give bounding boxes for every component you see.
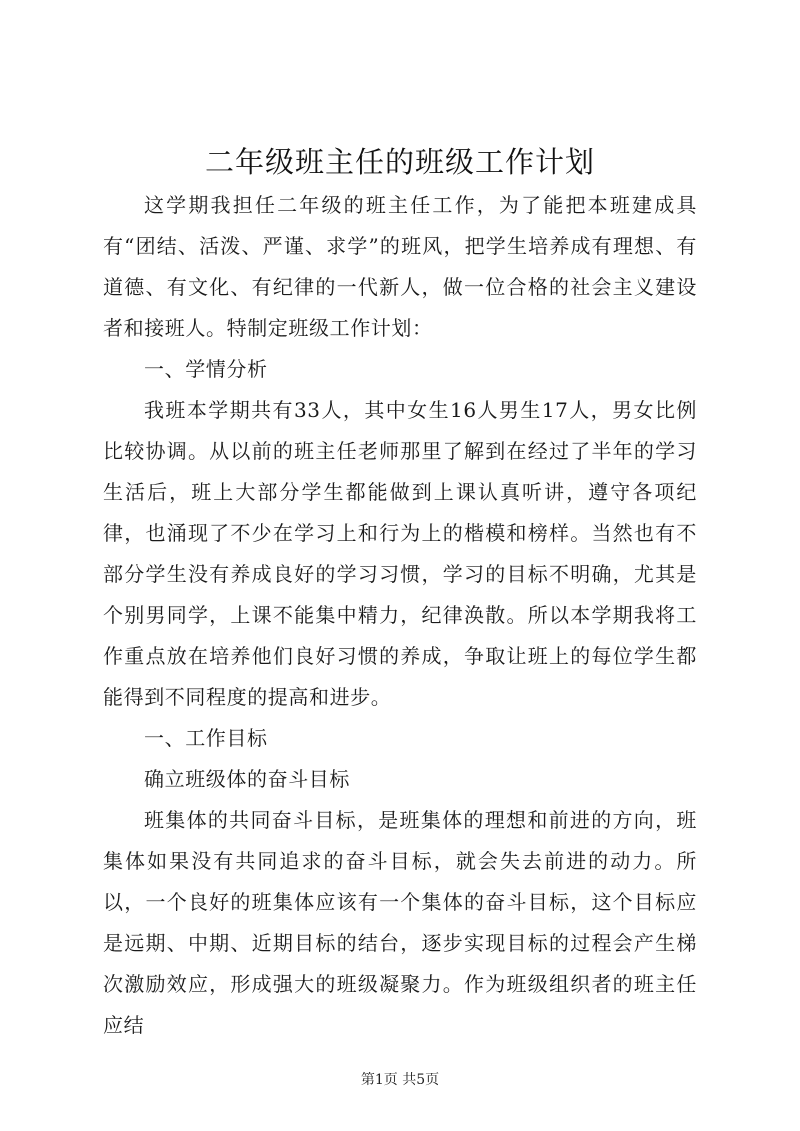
paragraph-intro: 这学期我担任二年级的班主任工作，为了能把本班建成具有“团结、活泼、严谨、求学”的班风，把学生培养成有理想、有道德、有文化、有纪律的一代新人，做一位合格的社会主义建设者和接班人。特制定班级工作计划： — [103, 193, 697, 340]
section-heading-goals: 一、工作目标 — [144, 726, 268, 750]
paragraph-analysis: 我班本学期共有33人，其中女生16人男生17人，男女比例比较协调。从以前的班主任老师那里了解到在经过了半年的学习生活后，班上大部分学生都能做到上课认真听讲，遵守各项纪律，也涌现了不少在学习上和行为上的楷模和榜样。当然也有不部分学生没有养成良好的学习习惯，学习的目标不明确，尤其是个别男同学，上课不能集中精力，纪律涣散。所以本学期我将工作重点放在培养他们良好习惯的养成，争取让班上的每位学生都能得到不同程度的提高和进步。 — [103, 398, 697, 709]
subheading-class-goal: 确立班级体的奋斗目标 — [144, 767, 350, 791]
paragraph-goal: 班集体的共同奋斗目标，是班集体的理想和前进的方向，班集体如果没有共同追求的奋斗目标，就会失去前进的动力。所以，一个良好的班集体应该有一个集体的奋斗目标，这个目标应是远期、中期、近期目标的结台，逐步实现目标的过程会产生梯次激励效应，形成强大的班级凝聚力。作为班级组织者的班主任应结 — [103, 808, 697, 1037]
document-body — [103, 185, 697, 1046]
page-number-footer: 第1页 共5页 — [360, 1072, 440, 1088]
section-heading-analysis: 一、学情分析 — [144, 357, 268, 381]
document-title: 二年级班主任的班级工作计划 — [204, 145, 595, 179]
